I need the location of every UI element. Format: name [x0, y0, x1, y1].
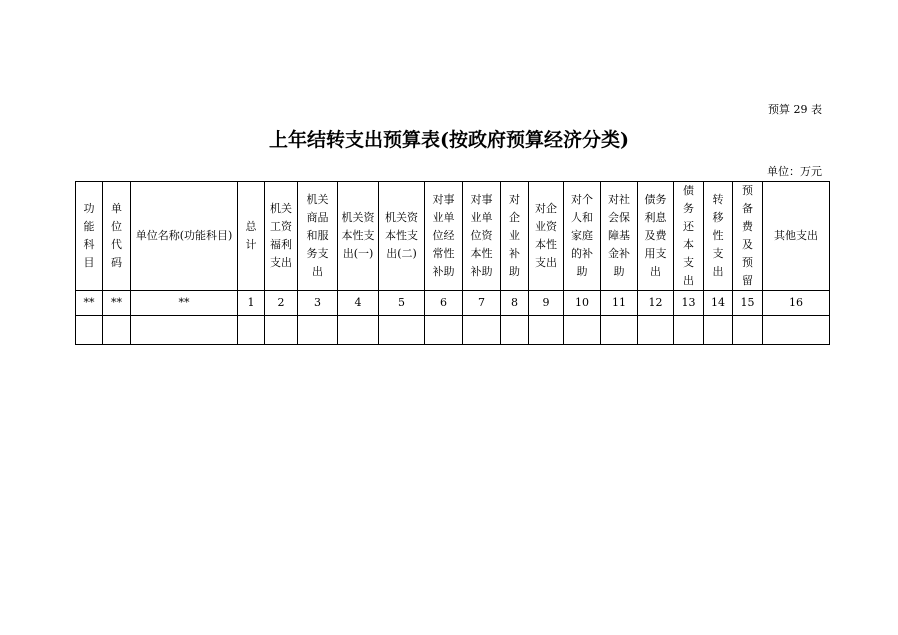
header-line: 及费 — [644, 229, 667, 242]
col-header-agency-capital-2 — [379, 182, 425, 291]
empty-cell — [638, 316, 674, 345]
header-line: 业单 — [432, 211, 455, 224]
header-line: 常性 — [432, 247, 455, 260]
header-line: 位 — [111, 220, 122, 233]
index-cell: 16 — [763, 291, 830, 316]
empty-cell — [529, 316, 564, 345]
header-line: 费 — [742, 220, 753, 233]
empty-cell — [338, 316, 379, 345]
col-header-enterprise-subsidy — [501, 182, 529, 291]
col-header-debt-interest — [638, 182, 674, 291]
header-line: 业单 — [470, 211, 493, 224]
index-cell: 9 — [529, 291, 564, 316]
header-line: 留 — [742, 274, 753, 287]
header-line: 债 — [683, 184, 694, 197]
header-line: 移 — [712, 211, 724, 224]
col-header-institution-current-subsidy — [425, 182, 463, 291]
empty-cell — [564, 316, 601, 345]
index-cell: 14 — [704, 291, 733, 316]
empty-cell — [298, 316, 338, 345]
header-line: 备 — [742, 202, 753, 215]
header-line: 出 — [650, 265, 661, 278]
col-header-agency-goods-services — [298, 182, 338, 291]
header-line: 对企 — [535, 202, 557, 215]
empty-cell — [238, 316, 265, 345]
empty-cell — [76, 316, 103, 345]
header-line: 预 — [742, 256, 753, 269]
empty-cell — [463, 316, 501, 345]
header-line: 转 — [712, 193, 724, 206]
col-header-social-security-fund-subsidy — [601, 182, 638, 291]
header-line: 和服 — [306, 229, 329, 242]
col-header-reserve — [733, 182, 763, 291]
header-line: 出 — [683, 274, 694, 287]
header-line: 单位名称(功能科目) — [135, 229, 233, 242]
header-line: 计 — [245, 238, 257, 251]
header-line: 还 — [683, 220, 694, 233]
empty-cell — [704, 316, 733, 345]
index-cell: 8 — [501, 291, 529, 316]
header-line: 务支 — [306, 247, 329, 260]
header-line: 科 — [83, 238, 95, 251]
index-cell: 11 — [601, 291, 638, 316]
col-header-agency-wages-welfare — [265, 182, 298, 291]
header-line: 支 — [712, 247, 724, 260]
header-line: 机关 — [306, 193, 329, 206]
data-row — [76, 316, 830, 345]
header-line: 补 — [509, 247, 520, 260]
col-header-unit-name — [131, 182, 238, 291]
header-line: 务 — [683, 202, 694, 215]
header-line: 码 — [111, 256, 122, 269]
index-cell: 10 — [564, 291, 601, 316]
header-line: 预 — [742, 184, 753, 197]
header-line: 人和 — [571, 211, 593, 224]
header-line: 债务 — [644, 193, 667, 206]
index-cell: 2 — [265, 291, 298, 316]
empty-cell — [103, 316, 131, 345]
index-cell: 1 — [238, 291, 265, 316]
header-line: 助 — [576, 265, 588, 278]
header-line: 本性支 — [385, 229, 418, 242]
header-line: 机关资 — [341, 211, 375, 224]
empty-cell — [379, 316, 425, 345]
index-cell: ** — [76, 291, 103, 316]
empty-cell — [425, 316, 463, 345]
col-header-household-subsidy — [564, 182, 601, 291]
header-line: 福利 — [270, 238, 292, 251]
header-line: 位经 — [432, 229, 455, 242]
budget-table — [75, 181, 830, 345]
header-line: 补助 — [432, 265, 455, 278]
header-line: 及 — [742, 238, 753, 251]
index-cell: 7 — [463, 291, 501, 316]
header-line: 出 — [312, 265, 323, 278]
header-line: 支出 — [270, 256, 292, 269]
header-line: 障基 — [608, 229, 630, 242]
header-line: 家庭 — [571, 229, 593, 242]
index-cell: 15 — [733, 291, 763, 316]
header-line: 金补 — [608, 247, 630, 260]
empty-cell — [601, 316, 638, 345]
empty-cell — [733, 316, 763, 345]
index-cell: 12 — [638, 291, 674, 316]
col-header-transfer — [704, 182, 733, 291]
header-line: 业资 — [535, 220, 557, 233]
header-line: 机关资 — [385, 211, 418, 224]
header-line: 出(一) — [342, 247, 374, 260]
header-line: 功 — [83, 202, 95, 215]
header-line: 机关 — [270, 202, 292, 215]
header-line: 工资 — [270, 220, 292, 233]
empty-cell — [501, 316, 529, 345]
header-line: 其他支出 — [774, 229, 818, 242]
header-line: 对事 — [470, 193, 493, 206]
header-line: 出 — [712, 265, 724, 278]
col-header-function-subject — [76, 182, 103, 291]
col-header-institution-capital-subsidy — [463, 182, 501, 291]
col-header-unit-code — [103, 182, 131, 291]
index-cell: 3 — [298, 291, 338, 316]
header-line: 目 — [83, 256, 95, 269]
header-line: 对个 — [571, 193, 593, 206]
header-line: 本性支 — [341, 229, 375, 242]
header-line: 的补 — [571, 247, 593, 260]
empty-cell — [265, 316, 298, 345]
header-line: 用支 — [644, 247, 667, 260]
index-cell: ** — [103, 291, 131, 316]
header-line: 总 — [245, 220, 257, 233]
header-line: 商品 — [306, 211, 329, 224]
header-line: 对社 — [608, 193, 630, 206]
header-line: 本 — [683, 238, 694, 251]
header-line: 本性 — [470, 247, 493, 260]
index-cell: 13 — [674, 291, 704, 316]
empty-cell — [674, 316, 704, 345]
header-line: 性 — [712, 229, 724, 242]
empty-cell — [763, 316, 830, 345]
col-header-other — [763, 182, 830, 291]
header-line: 出(二) — [386, 247, 417, 260]
col-header-agency-capital-1 — [338, 182, 379, 291]
table-header-row — [76, 182, 830, 291]
header-line: 补助 — [470, 265, 493, 278]
header-line: 支出 — [535, 256, 557, 269]
header-line: 助 — [613, 265, 625, 278]
header-line: 利息 — [644, 211, 667, 224]
header-line: 单 — [111, 202, 122, 215]
header-line: 对事 — [432, 193, 455, 206]
header-line: 代 — [111, 238, 122, 251]
header-line: 业 — [509, 229, 520, 242]
header-line: 企 — [509, 211, 520, 224]
header-line: 支 — [683, 256, 694, 269]
header-line: 对 — [509, 193, 520, 206]
index-cell: 6 — [425, 291, 463, 316]
index-cell: 5 — [379, 291, 425, 316]
index-cell: 4 — [338, 291, 379, 316]
table-number: 预算 29 表 — [768, 103, 822, 116]
header-line: 助 — [509, 265, 520, 278]
index-cell: ** — [131, 291, 238, 316]
header-line: 能 — [83, 220, 95, 233]
col-header-enterprise-capital — [529, 182, 564, 291]
header-line: 位资 — [470, 229, 493, 242]
header-line: 本性 — [535, 238, 557, 251]
col-header-debt-principal — [674, 182, 704, 291]
header-line: 会保 — [608, 211, 630, 224]
column-index-row — [76, 291, 830, 316]
page-title: 上年结转支出预算表(按政府预算经济分类) — [269, 129, 629, 151]
unit-label: 单位：万元 — [767, 165, 822, 178]
col-header-total — [238, 182, 265, 291]
empty-cell — [131, 316, 238, 345]
